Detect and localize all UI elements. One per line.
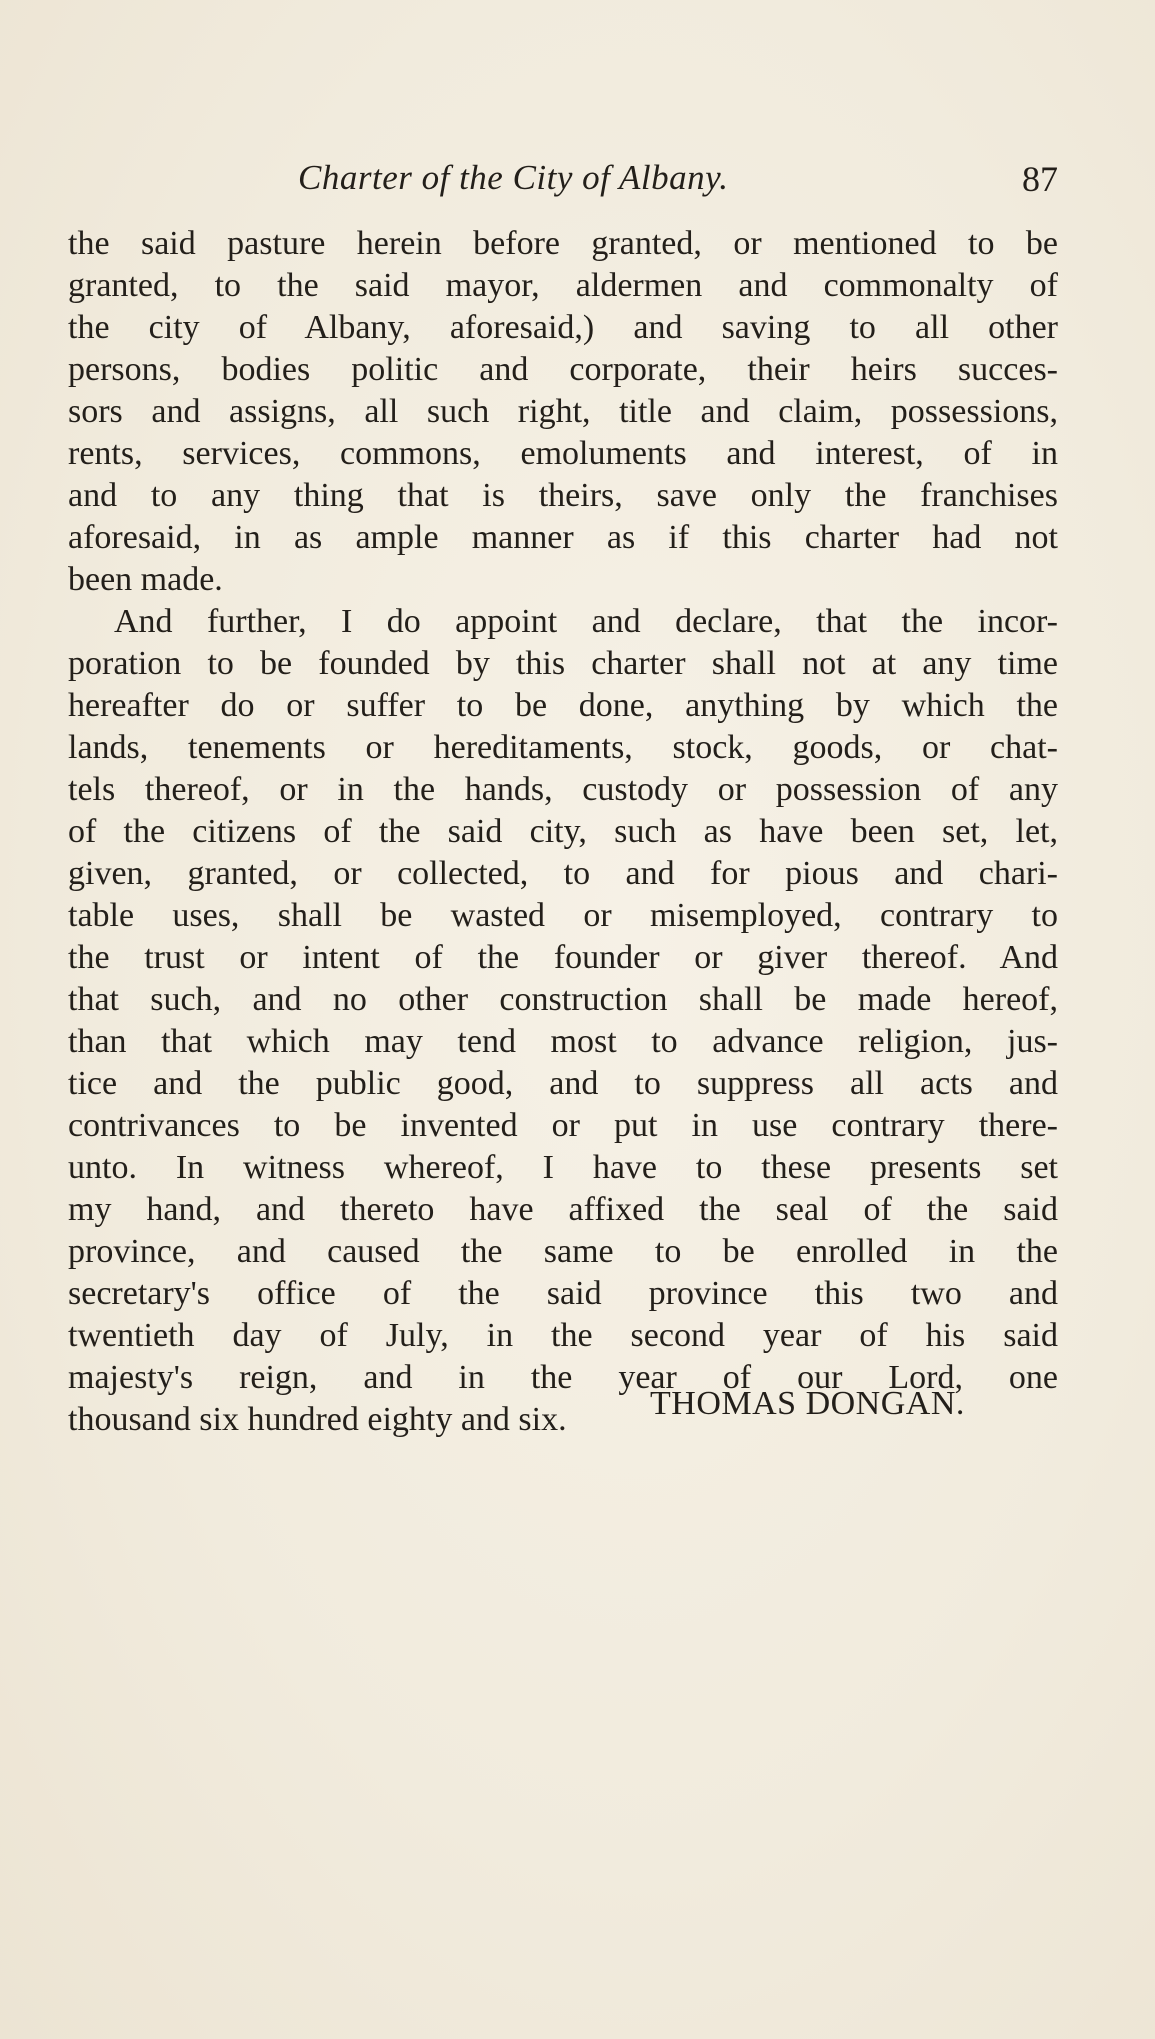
running-title: Charter of the City of Albany. <box>298 158 729 197</box>
text-line: the city of Albany, aforesaid,) and saving to all other <box>68 309 1058 346</box>
text-line: aforesaid, in as ample manner as if this charter had not <box>68 519 1058 556</box>
text-line: twentieth day of July, in the second year of his said <box>68 1317 1058 1354</box>
text-line: given, granted, or collected, to and for pious and chari- <box>68 855 1058 892</box>
signature: THOMAS DONGAN. <box>650 1385 965 1422</box>
text-line: thousand six hundred eighty and six. <box>68 1401 567 1438</box>
body-text <box>68 223 1058 1441</box>
text-line: than that which may tend most to advance religion, jus- <box>68 1023 1058 1060</box>
text-line: tice and the public good, and to suppress all acts and <box>68 1065 1058 1102</box>
text-line: unto. In witness whereof, I have to these presents set <box>68 1149 1058 1186</box>
text-line: poration to be founded by this charter shall not at any time <box>68 645 1058 682</box>
text-line: and to any thing that is theirs, save only the franchises <box>68 477 1058 514</box>
text-line: contrivances to be invented or put in use contrary there- <box>68 1107 1058 1144</box>
text-line: the trust or intent of the founder or giver thereof. And <box>68 939 1058 976</box>
text-line: granted, to the said mayor, aldermen and commonalty of <box>68 267 1058 304</box>
text-line: the said pasture herein before granted, or mentioned to be <box>68 225 1058 262</box>
text-line: table uses, shall be wasted or misemployed, contrary to <box>68 897 1058 934</box>
text-line: hereafter do or suffer to be done, anything by which the <box>68 687 1058 724</box>
text-line: sors and assigns, all such right, title and claim, possessions, <box>68 393 1058 430</box>
text-line: tels thereof, or in the hands, custody or possession of any <box>68 771 1058 808</box>
text-line: persons, bodies politic and corporate, their heirs succes- <box>68 351 1058 388</box>
page-number: 87 <box>1022 159 1058 199</box>
text-line: my hand, and thereto have affixed the seal of the said <box>68 1191 1058 1228</box>
text-line: rents, services, commons, emoluments and interest, of in <box>68 435 1058 472</box>
text-line: of the citizens of the said city, such as have been set, let, <box>68 813 1058 850</box>
text-line: province, and caused the same to be enrolled in the <box>68 1233 1058 1270</box>
text-line: been made. <box>68 561 223 598</box>
text-line: that such, and no other construction shall be made hereof, <box>68 981 1058 1018</box>
text-line: majesty's reign, and in the year of our Lord, one <box>68 1359 1058 1396</box>
text-line: lands, tenements or hereditaments, stock, goods, or chat- <box>68 729 1058 766</box>
page-header <box>68 158 1058 208</box>
text-line: secretary's office of the said province this two and <box>68 1275 1058 1312</box>
paragraph-start: And further, I do appoint and declare, that the incor- <box>114 603 1058 640</box>
